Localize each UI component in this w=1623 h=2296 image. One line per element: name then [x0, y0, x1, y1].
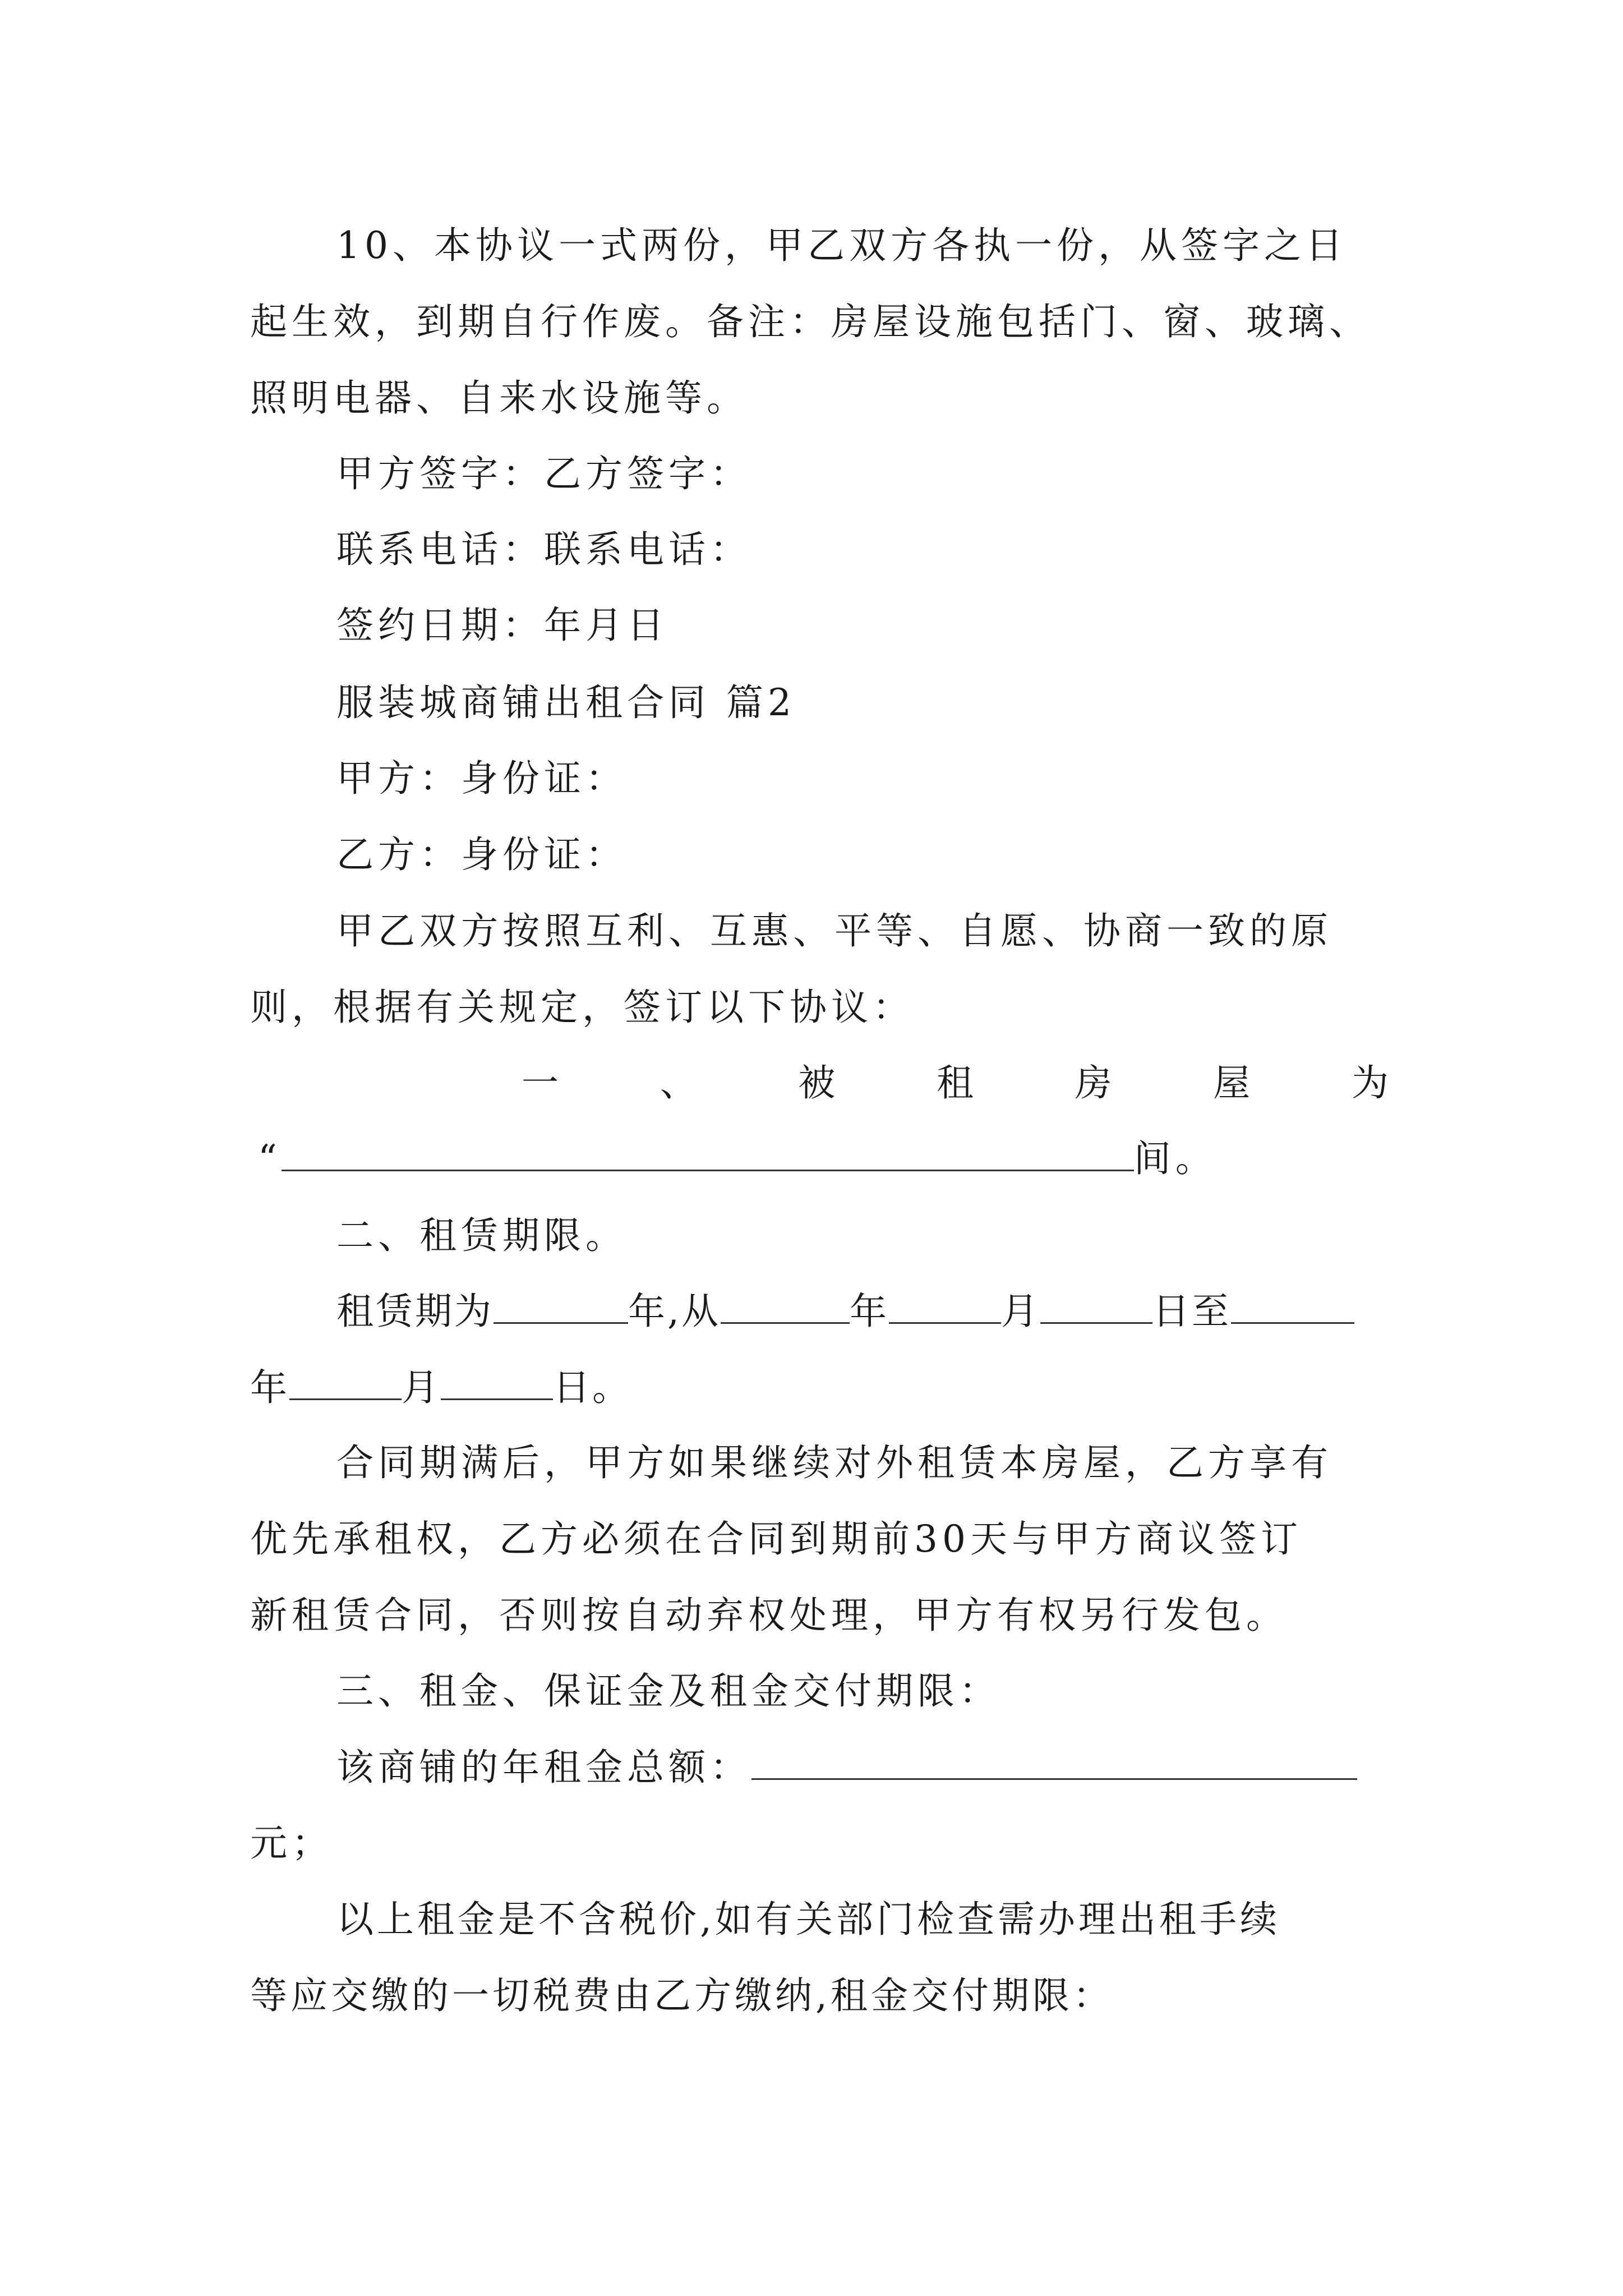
date-line: 签约日期：年月日	[336, 604, 668, 647]
annual-rent-blank	[751, 1746, 1357, 1780]
paragraph-line: 10、本协议一式两份，甲乙双方各执一份，从签字之日	[336, 224, 1347, 267]
paragraph-line: 起生效，到期自行作废。备注：房屋设施包括门、窗、玻璃、	[250, 300, 1371, 343]
label: 年,从	[628, 1290, 721, 1333]
years-blank	[494, 1290, 628, 1324]
party-b-line: 乙方：身份证：	[336, 833, 627, 876]
section-heading: 二、租赁期限。	[336, 1214, 627, 1257]
lease-period-line	[336, 1289, 1389, 1334]
clause-char: 屋	[1213, 1061, 1251, 1105]
property-blank	[282, 1137, 1134, 1171]
end-day-blank	[441, 1366, 553, 1400]
lease-end-line	[250, 1365, 1389, 1410]
clause-one-line	[522, 1061, 1389, 1106]
clause-char: 被	[798, 1061, 836, 1105]
label: 月	[402, 1366, 441, 1409]
end-month-blank	[289, 1366, 402, 1400]
room-suffix: 间。	[1133, 1137, 1217, 1180]
section-title: 服装城商铺出租合同 篇2	[336, 681, 796, 724]
start-month-blank	[889, 1290, 1001, 1324]
section-heading: 三、租金、保证金及租金交付期限：	[336, 1669, 1000, 1713]
paragraph-line: 以上租金是不含税价,如有关部门检查需办理出租手续	[336, 1898, 1280, 1941]
label: 年	[849, 1290, 889, 1333]
start-year-blank	[721, 1290, 850, 1324]
open-quote: “	[258, 1137, 282, 1180]
paragraph-line: 元；	[250, 1821, 333, 1865]
clause-char: 租	[936, 1061, 974, 1105]
clause-char: 、	[660, 1061, 697, 1105]
property-blank-line	[258, 1137, 1396, 1181]
label: 日至	[1152, 1290, 1231, 1333]
paragraph-line: 合同期满后，甲方如果继续对外租赁本房屋，乙方享有	[336, 1441, 1332, 1484]
signature-line: 甲方签字：乙方签字：	[336, 452, 751, 495]
party-a-line: 甲方：身份证：	[336, 757, 627, 800]
label: 年	[250, 1366, 289, 1409]
paragraph-line: 新租赁合同，否则按自动弃权处理，甲方有权另行发包。	[250, 1594, 1288, 1637]
clause-char: 为	[1351, 1061, 1389, 1105]
label: 日。	[553, 1366, 631, 1409]
paragraph-line: 等应交缴的一切税费由乙方缴纳,租金交付期限：	[250, 1974, 1113, 2017]
label: 月	[1000, 1290, 1040, 1333]
paragraph-line: 优先承租权，乙方必须在合同到期前30天与甲方商议签订	[250, 1517, 1302, 1561]
clause-char: 房	[1075, 1061, 1112, 1105]
annual-rent-line	[336, 1745, 1389, 1790]
start-day-blank	[1040, 1290, 1152, 1324]
clause-char: 一	[522, 1061, 559, 1105]
phone-line: 联系电话：联系电话：	[336, 528, 751, 571]
paragraph-line: 甲乙双方按照互利、互惠、平等、自愿、协商一致的原	[336, 909, 1332, 953]
label: 该商铺的年租金总额：	[336, 1746, 751, 1789]
end-year-blank	[1231, 1290, 1354, 1324]
paragraph-line: 则，根据有关规定，签订以下协议：	[250, 986, 914, 1029]
label: 租赁期为	[336, 1290, 494, 1333]
paragraph-line: 照明电器、自来水设施等。	[250, 376, 748, 420]
